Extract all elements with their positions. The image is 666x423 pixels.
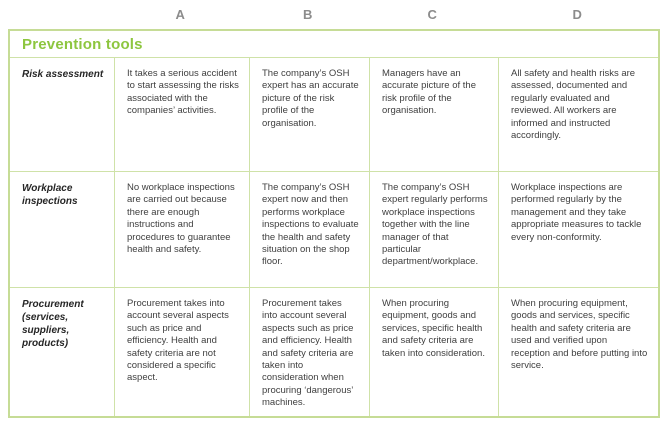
- table-row-workplace-inspections: [10, 171, 658, 287]
- cell-risk-assessment-a: It takes a serious accident to start assessing the risks associated with the companies’ activities.: [114, 58, 249, 171]
- cell-risk-assessment-c: Managers have an accurate picture of the risk profile of the organisation.: [369, 58, 498, 171]
- table-row-risk-assessment: [10, 58, 658, 171]
- row-label-risk-assessment: Risk assessment: [22, 69, 104, 80]
- prevention-tools-table: [8, 29, 660, 418]
- cell-procurement-b: Procurement takes into account several aspects such as price and efficiency. Health and safety criteria are taken into consideration when procuring ‘dangerous’ machines.: [249, 288, 369, 416]
- cell-procurement-c: When procuring equipment, goods and services, specific health and safety criteria are taken into consideration.: [369, 288, 498, 416]
- section-title: Prevention tools: [22, 35, 143, 53]
- cell-workplace-inspections-b: The company’s OSH expert now and then performs workplace inspections to evaluate the health and safety situation on the shop floor.: [249, 172, 369, 287]
- cell-procurement-a: Procurement takes into account several aspects such as price and efficiency. Health and safety criteria are not considered a specific aspect.: [114, 288, 249, 416]
- column-letter-d: D: [572, 7, 583, 22]
- cell-workplace-inspections-a: No workplace inspections are carried out because there are enough instructions and procedures to guarantee health and safety.: [114, 172, 249, 287]
- section-title-row: [10, 31, 658, 58]
- column-letter-b: B: [303, 7, 313, 22]
- column-letters-row: [8, 0, 658, 29]
- column-letter-c: C: [427, 7, 438, 22]
- column-letter-a: A: [175, 7, 186, 22]
- row-label-procurement: Procurement (services, suppliers, products): [22, 299, 84, 349]
- cell-risk-assessment-b: The company’s OSH expert has an accurate picture of the risk profile of the organisation.: [249, 58, 369, 171]
- table-row-procurement: [10, 287, 658, 416]
- row-label-workplace-inspections: Workplace inspections: [22, 183, 78, 207]
- cell-workplace-inspections-d: Workplace inspections are performed regularly by the management and they take appropriate measures to tackle every non-conformity.: [498, 172, 658, 287]
- cell-risk-assessment-d: All safety and health risks are assessed, documented and regularly evaluated and reviewed. All workers are informed and instructed accordingly.: [498, 58, 658, 171]
- cell-workplace-inspections-c: The company’s OSH expert regularly performs workplace inspections together with the line manager of that particular department/workplace.: [369, 172, 498, 287]
- cell-procurement-d: When procuring equipment, goods and services, specific health and safety criteria are used and verified upon reception and before putting into service.: [498, 288, 658, 416]
